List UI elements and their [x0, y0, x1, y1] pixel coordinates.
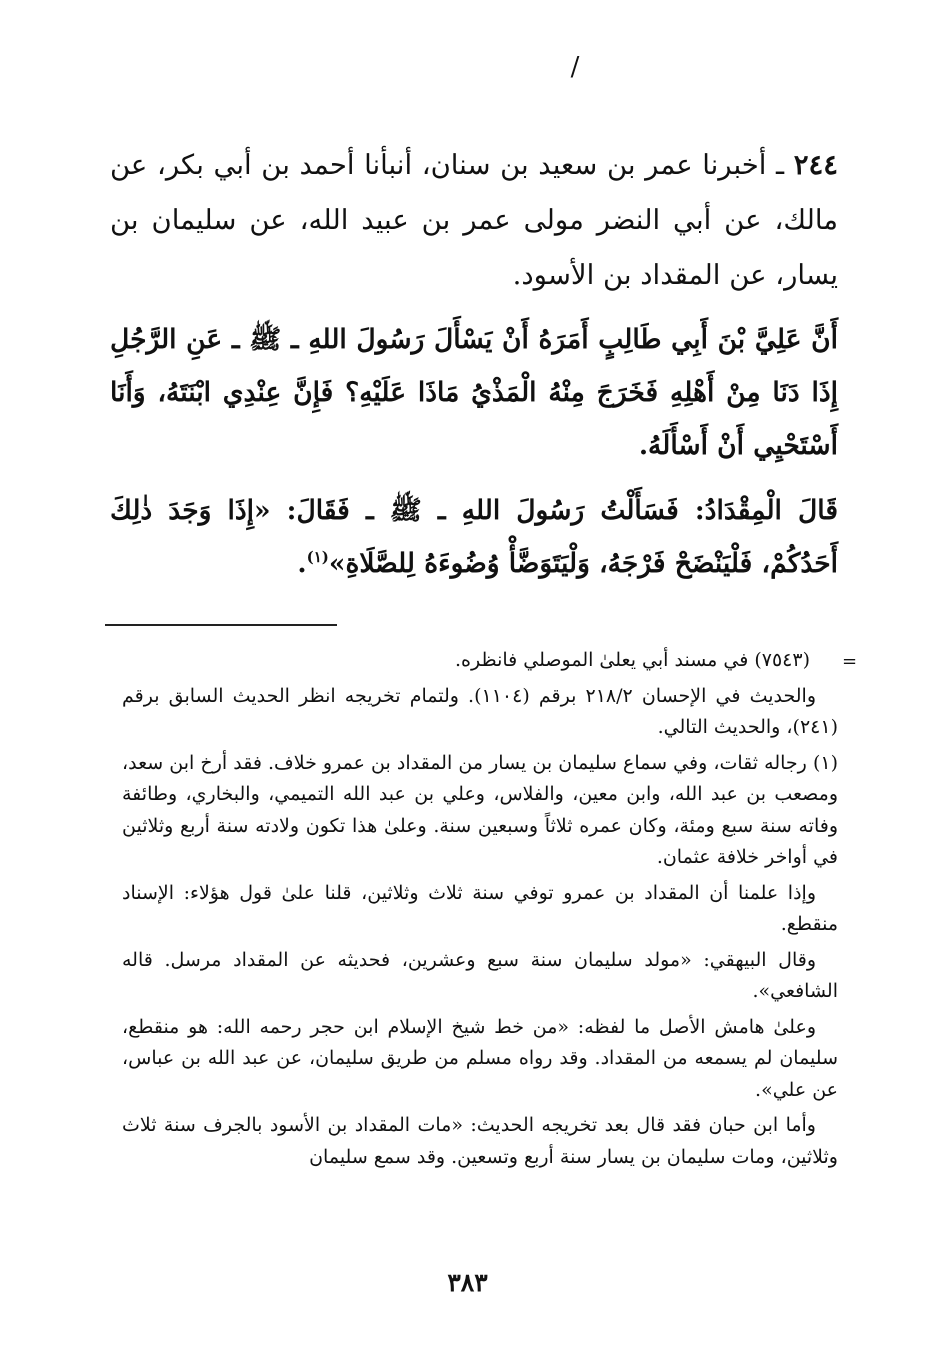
- footnote-1-para-5: وأما ابن حبان فقد قال بعد تخريجه الحديث: «مات المقداد بن الأسود بالجرف سنة ثلاث وثلاثين، ومات سليمان بن يسار سنة أربع وتسعين. وقد سمع سليمان: [122, 1114, 838, 1168]
- footnote-1-para-2: وإذا علمنا أن المقداد بن عمرو توفي سنة ثلاث وثلاثين، قلنا علىٰ قول هؤلاء: الإسناد منقطع.: [122, 881, 838, 935]
- hadith-isnad: [110, 138, 838, 303]
- footnote-continuation-para: والحديث في الإحسان ٢١٨/٢ برقم (١١٠٤). ولتمام تخريجه انظر الحديث السابق برقم (٢٤١)، والحديث التالي.: [122, 684, 838, 738]
- hadith-number: ٢٤٤: [793, 149, 838, 181]
- footnote-continuation-line: (٧٥٤٣) في مسند أبي يعلىٰ الموصلي فانظره.: [455, 649, 810, 671]
- top-mark: /: [570, 52, 580, 82]
- page-number: ٣٨٣: [447, 1268, 488, 1297]
- hadith-end: .: [297, 548, 307, 579]
- footnote-reference: (١): [306, 548, 329, 567]
- footnote-1-para-1: (١) رجاله ثقات، وفي سماع سليمان بن يسار من المقداد بن عمرو خلاف. فقد أرخ ابن سعد، ومصعب بن عبد الله، وابن معين، والفلاس، وعلي بن عبد الله التميمي، والبخاري، وطائفة وفاته سنة سبع ومئة، وكان عمره ثلاثاً وسبعين سنة. وعلىٰ هذا تكون ولادته سنة أربع وثلاثين في أواخر خلافة عثمان.: [122, 751, 838, 868]
- isnad-text: ـ أخبرنا عمر بن سعيد بن سنان، أنبأنا أحمد بن أبي بكر، عن مالك، عن أبي النضر مولى عمر بن عبيد الله، عن سليمان بن يسار، عن المقداد بن الأسود.: [110, 149, 838, 291]
- footnote-1-para-4: وعلىٰ هامش الأصل ما لفظه: «من خط شيخ الإسلام ابن حجر رحمه الله: هو منقطع، سليمان لم يسمعه من المقداد. وقد رواه مسلم من طريق سليمان، عن عبد الله بن عباس، عن علي».: [122, 1015, 838, 1101]
- footnote-rule: [105, 624, 337, 626]
- continuation-mark: =: [842, 651, 858, 672]
- hadith-matn-2: [110, 484, 838, 590]
- hadith-block: [110, 138, 838, 590]
- hadith-matn-2-text: قَالَ الْمِقْدَادُ: فَسَأَلْتُ رَسُولَ اللهِ ـ ﷺ ـ فَقَالَ: «إِذَا وَجَدَ ذٰلِكَ أَحَدُكُمْ، فَلْيَنْضَحْ فَرْجَهُ، وَلْيَتَوَضَّأْ وُضُوءَهُ لِلصَّلَاةِ»: [110, 495, 838, 579]
- footnote-1-para-3: وقال البيهقي: «مولد سليمان سنة سبع وعشرين، فحديثه عن المقداد مرسل. قاله الشافعي».: [122, 948, 838, 1002]
- hadith-matn-1: أَنَّ عَلِيَّ بْنَ أَبِي طَالِبٍ أَمَرَهُ أَنْ يَسْأَلَ رَسُولَ اللهِ ـ ﷺ ـ عَنِ الرَّجُلِ إِذَا دَنَا مِنْ أَهْلِهِ فَخَرَجَ مِنْهُ الْمَذْيُ مَاذَا عَلَيْهِ؟ فَإِنَّ عِنْدِي ابْنَتَهُ، وَأَنَا أَسْتَحْيِي أَنْ أَسْأَلَهُ.: [110, 324, 838, 461]
- footnotes: [122, 645, 838, 1177]
